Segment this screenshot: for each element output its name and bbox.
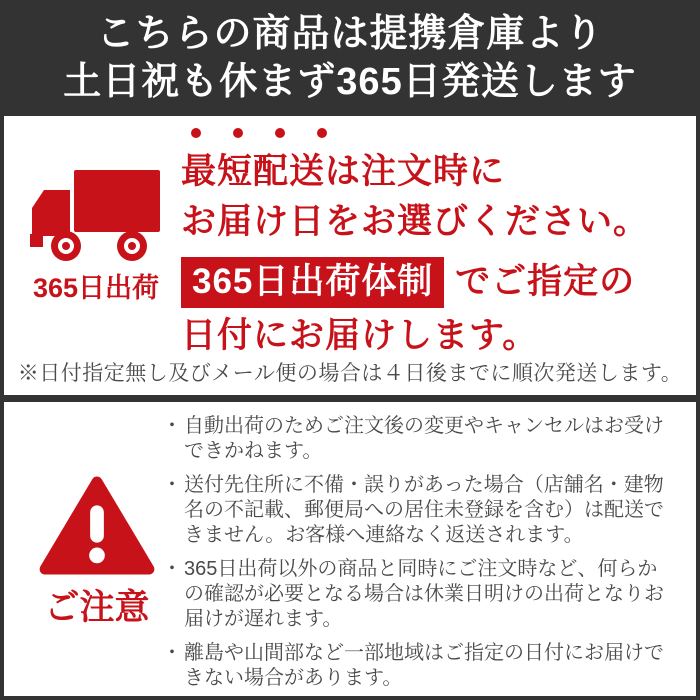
notice-item-text: 365日出荷以外の商品と同時にご注文時など、何らかの確認が必要となる場合は休業日明けの出荷となりお届けが遅れます。 <box>184 558 664 630</box>
emphasis-dots <box>191 128 327 138</box>
notice-item-text: 送付先住所に不備・誤りがあった場合（店舗名・建物名の不記載、郵便局への居住未登録を含む）は配送できません。お客様へ連絡なく返送されます。 <box>184 474 664 546</box>
delivery-truck-icon <box>18 168 174 264</box>
bullet-marker: ・ <box>162 415 182 437</box>
shipping-panel <box>4 116 696 395</box>
headline-line-2: お届け日をお選びください。 <box>181 202 650 241</box>
top-banner <box>0 0 700 112</box>
bullet-marker: ・ <box>162 474 182 496</box>
notice-item <box>162 414 674 464</box>
headline-line-4: 日付にお届けします。 <box>181 316 539 355</box>
warning-label: ご注意 <box>44 588 150 627</box>
highlight-badge: 365日出荷体制 <box>181 257 444 308</box>
warning-triangle-icon <box>24 474 170 576</box>
emphasis-dot <box>317 128 327 138</box>
bullet-marker: ・ <box>162 558 182 580</box>
truck-block <box>18 168 174 305</box>
banner-line-2: 土日祝も休まず365日発送します <box>63 61 637 103</box>
notice-panel <box>4 402 696 696</box>
emphasis-dot <box>233 128 243 138</box>
notice-item-text: 離島や山間部など一部地域はご指定の日付にお届けできない場合があります。 <box>184 642 664 689</box>
headline-line-3 <box>181 256 649 308</box>
notice-item <box>162 641 674 691</box>
notice-item <box>162 473 674 548</box>
after-highlight-text: でご指定の <box>455 262 636 301</box>
headline-line-1: 最短配送は注文時に <box>181 152 506 191</box>
notice-list <box>162 414 674 700</box>
bullet-marker: ・ <box>162 642 182 664</box>
emphasis-dot <box>275 128 285 138</box>
warning-block <box>24 474 170 630</box>
emphasis-dot <box>191 128 201 138</box>
shipping-headline <box>181 126 649 361</box>
banner-line-1: こちらの商品は提携倉庫より <box>96 13 604 55</box>
notice-item-text: 自動出荷のためご注文後の変更やキャンセルはお受けできかねます。 <box>184 415 664 462</box>
notice-item <box>162 557 674 632</box>
shipping-note: ※日付指定無し及びメール便の場合は４日後までに順次発送します。 <box>17 362 683 385</box>
truck-label: 365日出荷 <box>32 273 160 303</box>
